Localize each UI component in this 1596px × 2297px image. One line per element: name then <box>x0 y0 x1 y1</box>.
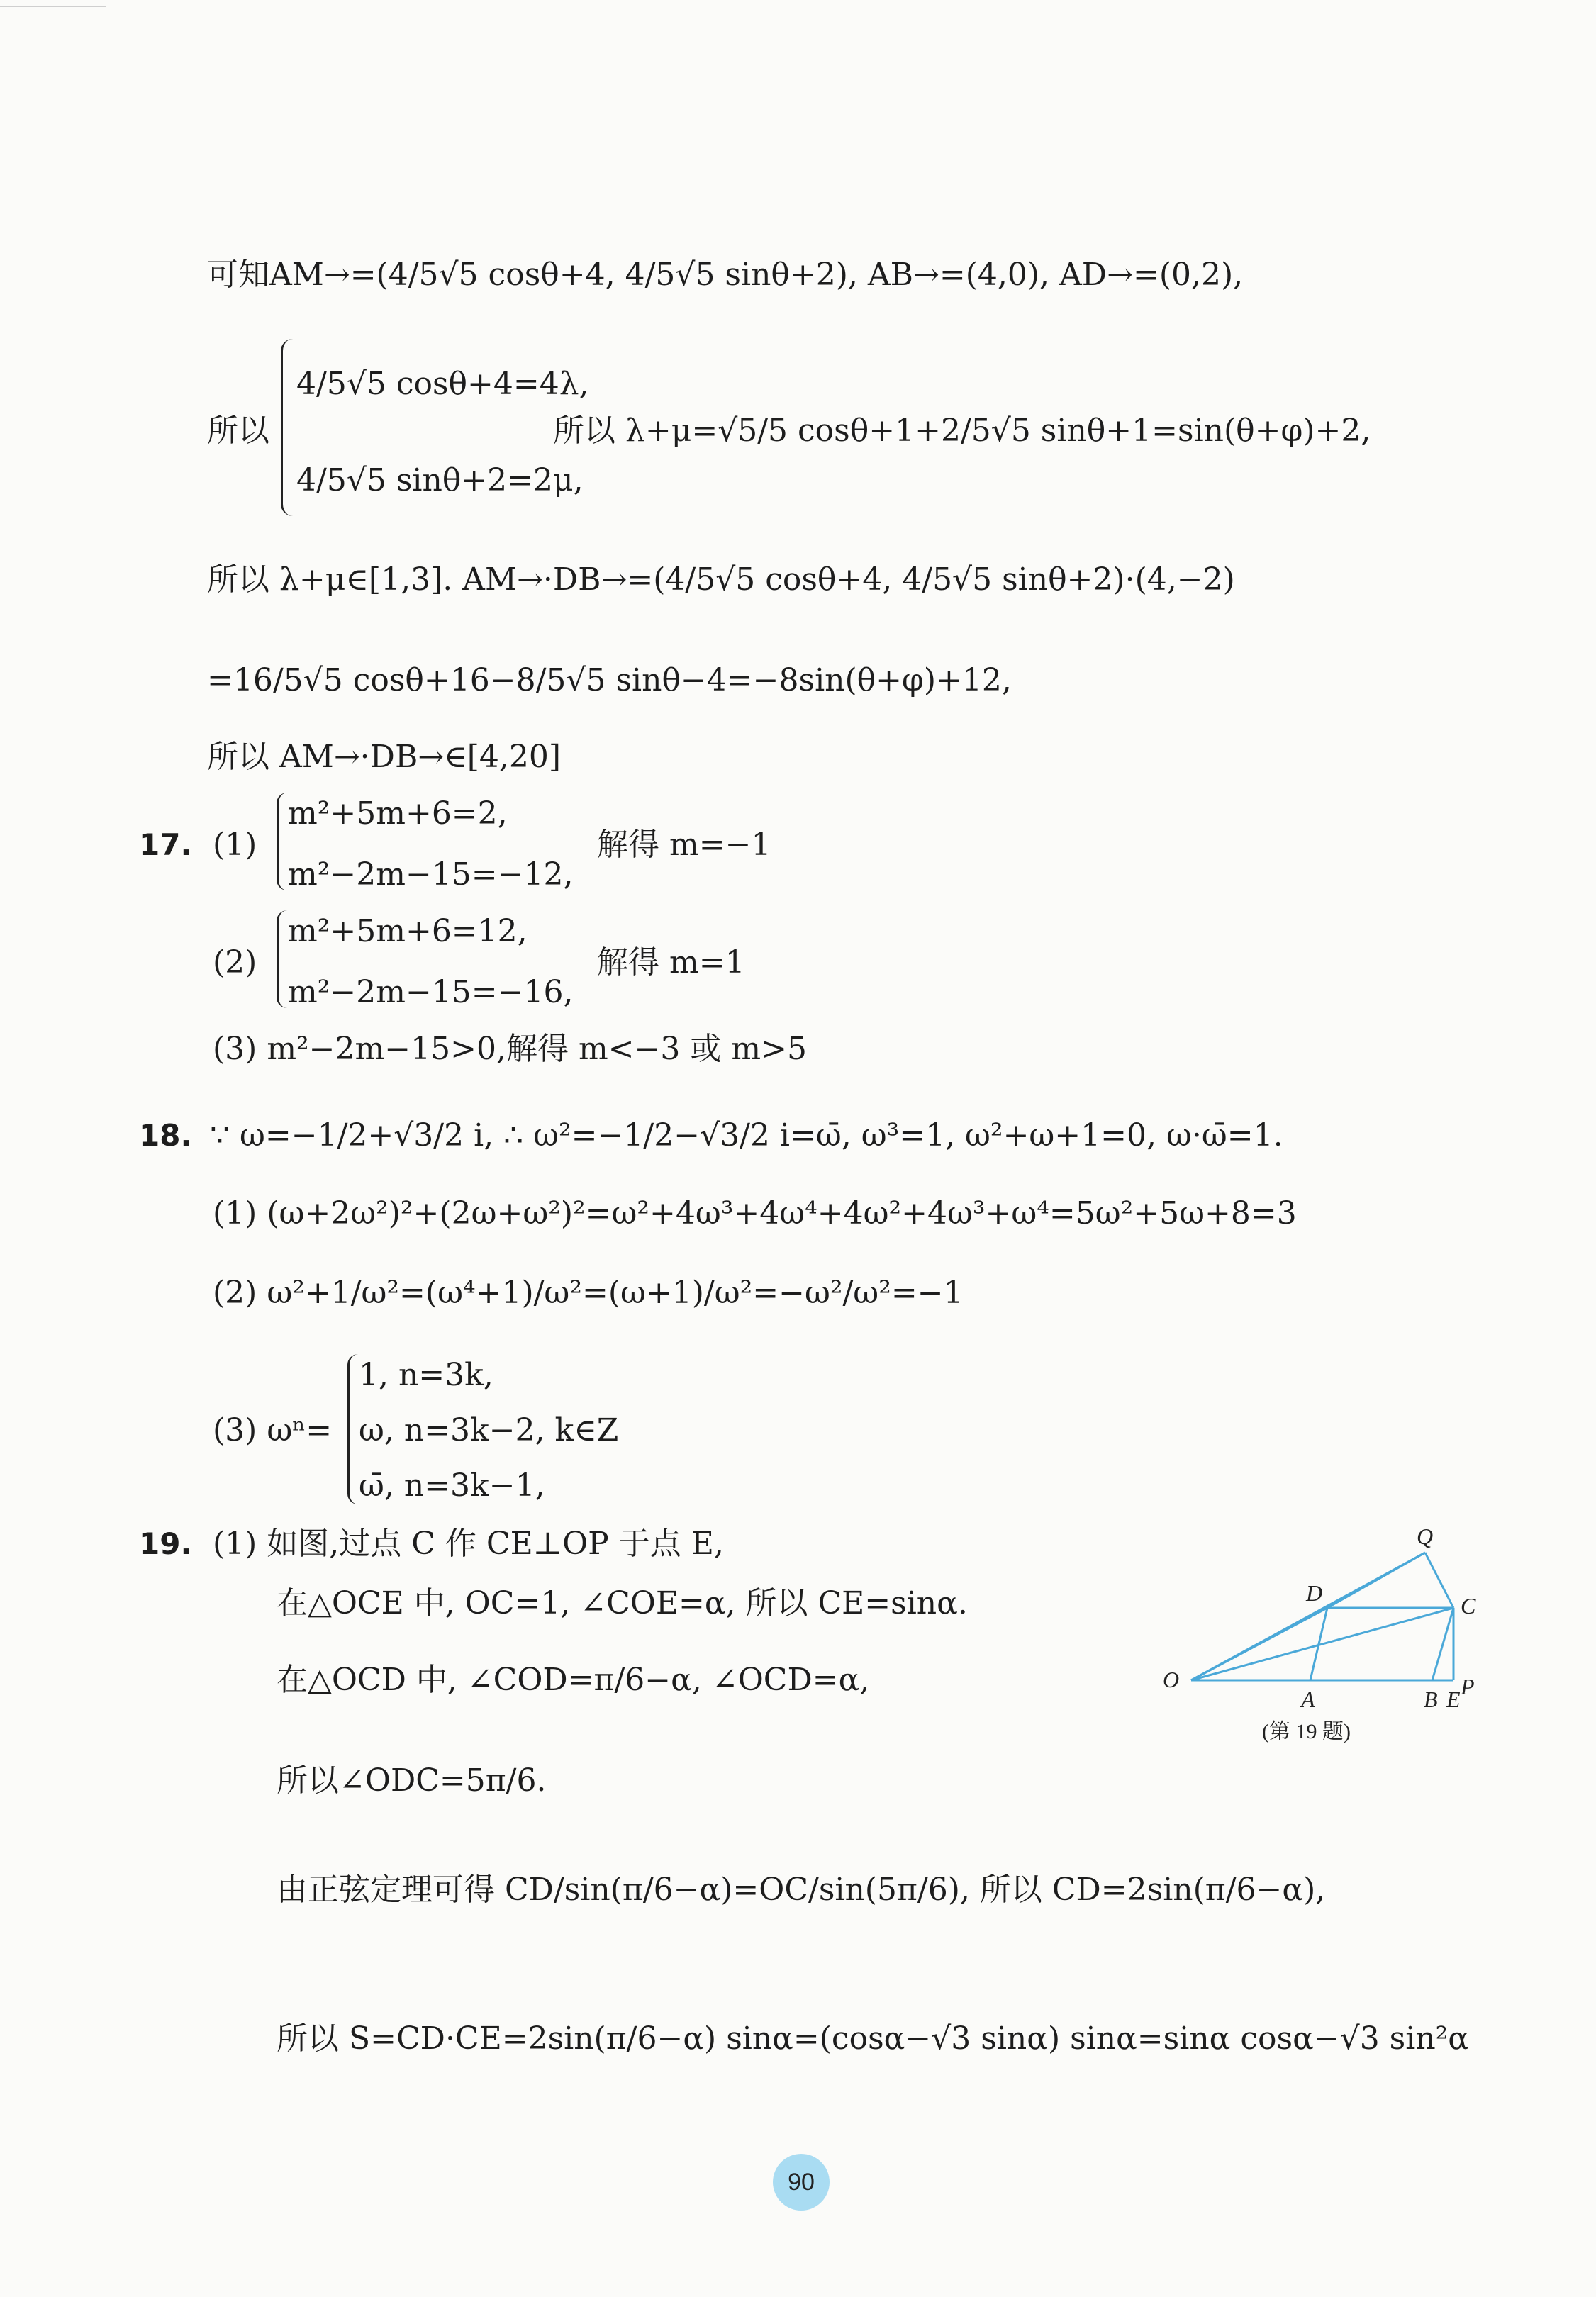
text-line: m²−2m−15=−12, <box>288 856 574 893</box>
text-line: 在△OCD 中, ∠COD=π/6−α, ∠OCD=α, <box>277 1662 870 1698</box>
text-line: ω̄, n=3k−1, <box>359 1468 545 1504</box>
text-line: =16/5√5 cosθ+16−8/5√5 sinθ−4=−8sin(θ+φ)+12, <box>207 662 1012 698</box>
text-line: 解得 m=−1 <box>597 827 771 863</box>
text-line: (3) m²−2m−15>0,解得 m<−3 或 m>5 <box>213 1031 807 1067</box>
text-line: (1) <box>213 827 257 863</box>
text-line: 所以∠ODC=5π/6. <box>277 1762 547 1799</box>
geometry-figure <box>1149 1517 1503 1751</box>
label-Q: Q <box>1417 1524 1434 1549</box>
question-number: 18. <box>139 1118 192 1153</box>
brace <box>281 339 293 516</box>
text-line: m²+5m+6=2, <box>288 795 508 832</box>
brace <box>347 1354 358 1504</box>
figure-svg <box>1149 1517 1503 1751</box>
label-O: O <box>1163 1667 1180 1692</box>
text-line: 1, n=3k, <box>359 1357 493 1393</box>
page-number: 90 <box>773 2154 830 2211</box>
text-line: 可知AM→=(4/5√5 cosθ+4, 4/5√5 sinθ+2), AB→=(4,0), AD→=(0,2), <box>207 257 1244 293</box>
text-line: 所以 λ+μ∈[1,3]. AM→·DB→=(4/5√5 cosθ+4, 4/5√5 sinθ+2)·(4,−2) <box>207 561 1235 598</box>
question-number: 19. <box>139 1526 192 1561</box>
text-line: 在△OCE 中, OC=1, ∠COE=α, 所以 CE=sinα. <box>277 1585 968 1621</box>
question-number: 17. <box>139 827 192 862</box>
top-rule <box>0 6 106 7</box>
text-line: 所以 <box>207 413 269 449</box>
text-line: ω, n=3k−2, k∈Z <box>359 1412 619 1448</box>
text-line: (1) (ω+2ω²)²+(2ω+ω²)²=ω²+4ω³+4ω⁴+4ω²+4ω³+ω⁴=5ω²+5ω+8=3 <box>213 1195 1297 1231</box>
text-line: ∵ ω=−1/2+√3/2 i, ∴ ω²=−1/2−√3/2 i=ω̄, ω³=1, ω²+ω+1=0, ω·ω̄=1. <box>210 1117 1283 1153</box>
label-D: D <box>1306 1580 1323 1606</box>
text-line: 由正弦定理可得 CD/sin(π/6−α)=OC/sin(5π/6), 所以 CD=2sin(π/6−α), <box>277 1872 1326 1908</box>
text-line: 所以 λ+μ=√5/5 cosθ+1+2/5√5 sinθ+1=sin(θ+φ)+2, <box>553 413 1371 449</box>
text-line: 4/5√5 sinθ+2=2μ, <box>296 462 584 498</box>
label-P: P <box>1461 1674 1475 1699</box>
text-line: (2) ω²+1/ω²=(ω⁴+1)/ω²=(ω+1)/ω²=−ω²/ω²=−1 <box>213 1275 964 1311</box>
text-line: m²+5m+6=12, <box>288 913 528 949</box>
figure-lines <box>1191 1553 1453 1680</box>
text-line: (1) 如图,过点 C 作 CE⊥OP 于点 E, <box>213 1526 724 1562</box>
label-C: C <box>1461 1593 1476 1619</box>
figure-caption: (第 19 题) <box>1262 1720 1351 1743</box>
label-E: E <box>1446 1687 1461 1712</box>
brace <box>277 793 287 890</box>
text-line: 解得 m=1 <box>597 944 745 980</box>
text-line: (2) <box>213 944 257 980</box>
label-B: B <box>1424 1687 1438 1712</box>
brace <box>277 910 287 1008</box>
label-A: A <box>1301 1687 1315 1712</box>
text-line: 所以 S=CD·CE=2sin(π/6−α) sinα=(cosα−√3 sinα) sinα=sinα cosα−√3 sin²α <box>277 2021 1470 2057</box>
text-line: m²−2m−15=−16, <box>288 974 574 1010</box>
text-line: 所以 AM→·DB→∈[4,20] <box>207 739 562 775</box>
text-line: (3) ωⁿ= <box>213 1412 333 1448</box>
text-line: 4/5√5 cosθ+4=4λ, <box>296 366 589 402</box>
